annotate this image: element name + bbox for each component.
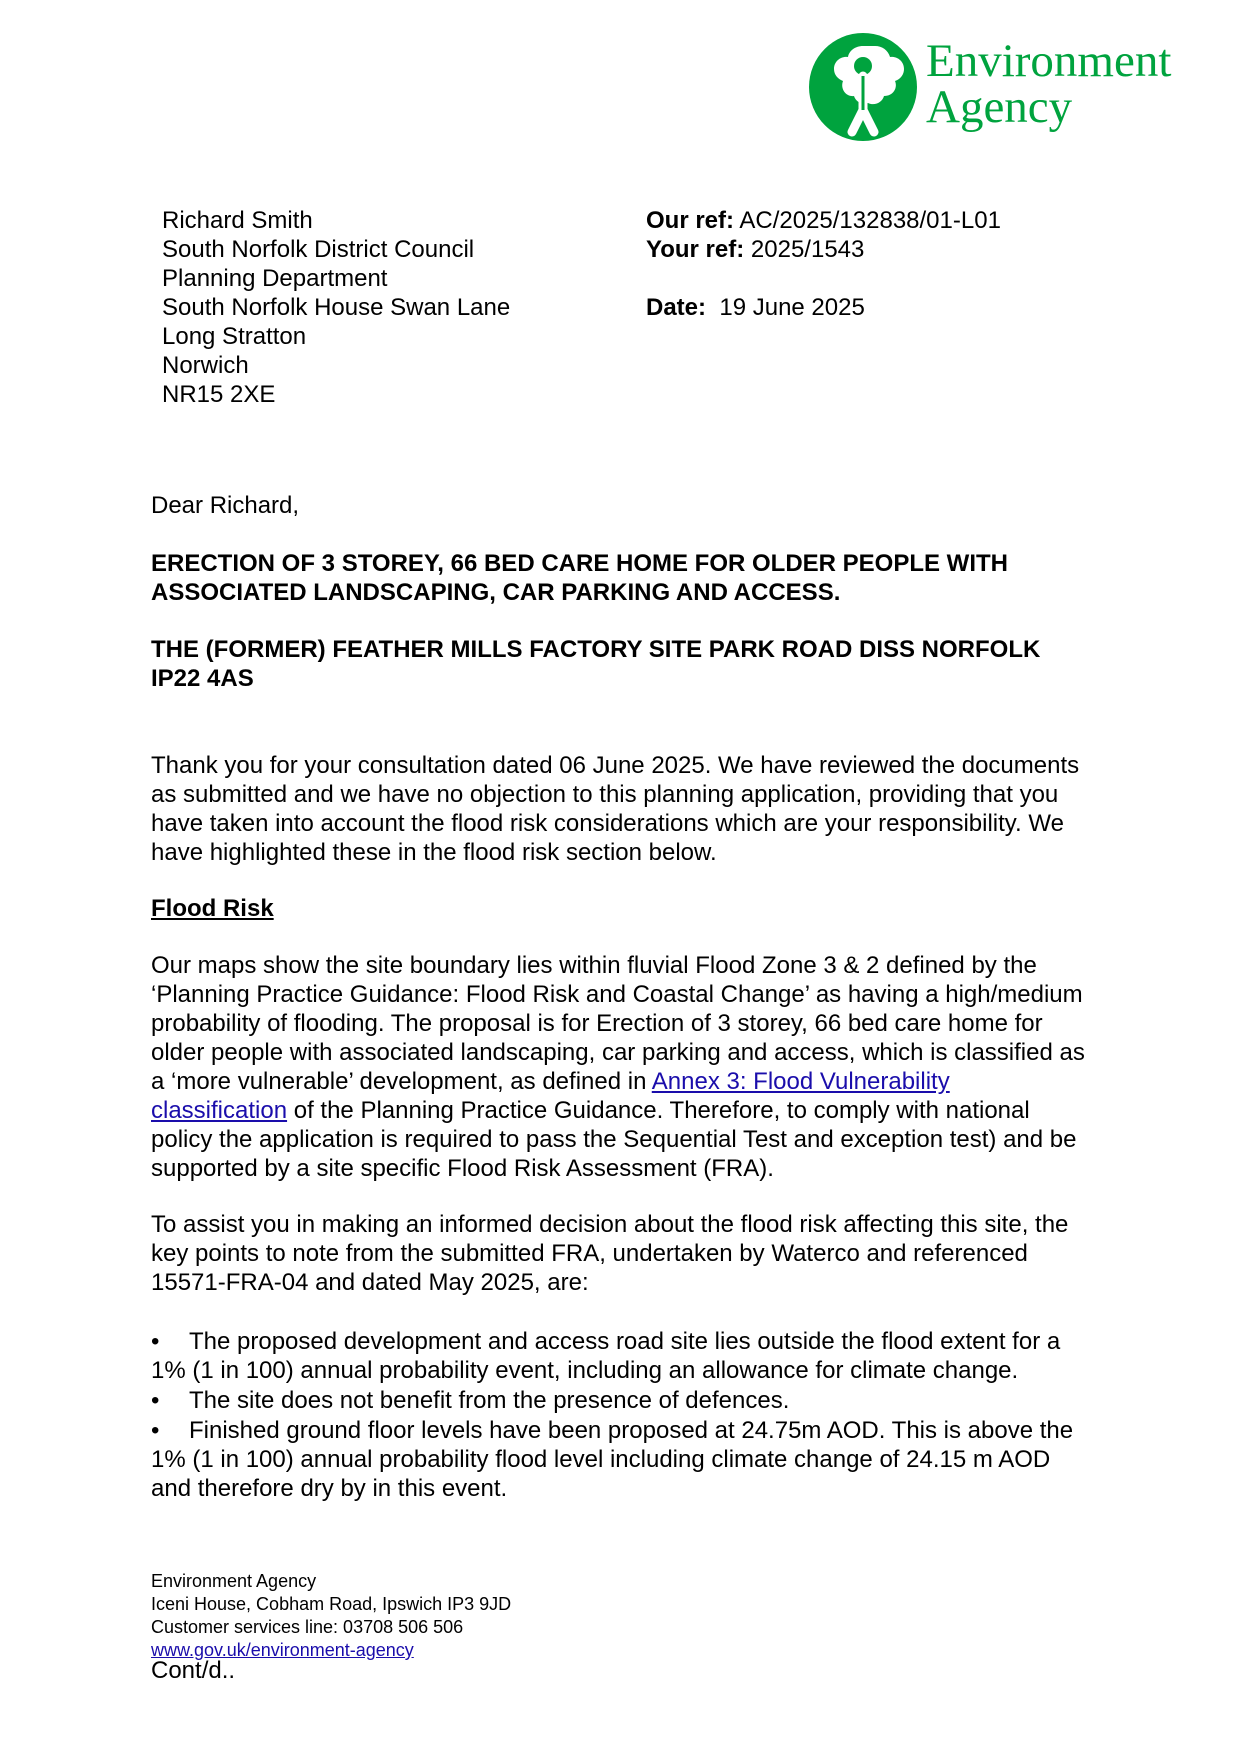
footer-contact xyxy=(151,1570,511,1662)
recipient-street: South Norfolk House Swan Lane xyxy=(162,294,511,321)
your-ref: Your ref: 2025/1543 xyxy=(646,236,865,263)
letter-date: Date: 19 June 2025 xyxy=(646,294,865,321)
footer-phone: Customer services line: 03708 506 506 xyxy=(151,1617,464,1637)
logo-line-2: Agency xyxy=(926,81,1073,133)
annex-3-link[interactable]: Annex 3: Flood Vulnerability classification xyxy=(151,1068,950,1124)
recipient-name: Richard Smith xyxy=(162,207,313,234)
recipient-city: Norwich xyxy=(162,352,249,379)
footer-org: Environment Agency xyxy=(151,1571,317,1591)
environment-agency-logo xyxy=(808,32,1218,142)
recipient-address xyxy=(162,206,510,409)
recipient-town: Long Stratton xyxy=(162,323,307,350)
fra-key-points xyxy=(151,1327,1091,1503)
footer-website-link[interactable]: www.gov.uk/environment-agency xyxy=(151,1640,414,1660)
list-item: • The site does not benefit from the presence of defences. xyxy=(151,1387,790,1414)
flood-risk-paragraph: Our maps show the site boundary lies within fluvial Flood Zone 3 & 2 defined by the ‘Planning Practice Guidance: Flood Risk and Coastal Change’ as having a high/medium probability of flooding. The proposal is for Erection of 3 storey, 66 bed care home for older people with associated landscaping, car parking and access, which is classified as a ‘more vulnerable’ development, as defined in Annex 3: Flood Vulnerability classification of the Planning Practice Guidance. Therefore, to comply with national policy the application is required to pass the Sequential Test and exception test) and be supported by a site specific Flood Risk Assessment (FRA). xyxy=(151,952,1085,1182)
list-item: • The proposed development and access road site lies outside the flood extent for a 1% (1 in 100) annual probability event, including an allowance for climate change. xyxy=(151,1328,1061,1384)
recipient-department: Planning Department xyxy=(162,265,388,292)
flood-risk-heading: Flood Risk xyxy=(151,895,274,922)
subject-site: THE (FORMER) FEATHER MILLS FACTORY SITE PARK ROAD DISS NORFOLK IP22 4AS xyxy=(151,636,1041,692)
tree-person-icon xyxy=(808,32,918,142)
continued-marker: Cont/d.. xyxy=(151,1657,236,1684)
recipient-postcode: NR15 2XE xyxy=(162,381,276,408)
reference-block xyxy=(646,206,1001,322)
recipient-organisation: South Norfolk District Council xyxy=(162,236,475,263)
footer-address: Iceni House, Cobham Road, Ipswich IP3 9JD xyxy=(151,1594,512,1614)
fra-intro-paragraph: To assist you in making an informed decision about the flood risk affecting this site, the key points to note from the submitted FRA, undertaken by Waterco and referenced 15571-FRA-04 and dated May 2025, are: xyxy=(151,1211,1069,1296)
subject-development: ERECTION OF 3 STOREY, 66 BED CARE HOME FOR OLDER PEOPLE WITH ASSOCIATED LANDSCAPING, CAR PARKING AND ACCESS. xyxy=(151,550,1008,606)
salutation: Dear Richard, xyxy=(151,492,300,519)
logo-line-1: Environment xyxy=(926,35,1172,87)
our-ref: Our ref: AC/2025/132838/01-L01 xyxy=(646,207,1001,234)
intro-paragraph: Thank you for your consultation dated 06 June 2025. We have reviewed the documents as submitted and we have no objection to this planning application, providing that you have taken into account the flood risk considerations which are your responsibility. We have highlighted these in the flood risk section below. xyxy=(151,752,1080,866)
list-item: • Finished ground floor levels have been proposed at 24.75m AOD. This is above the 1% (1 in 100) annual probability flood level including climate change of 24.15 m AOD and therefore dry by in this event. xyxy=(151,1417,1074,1502)
